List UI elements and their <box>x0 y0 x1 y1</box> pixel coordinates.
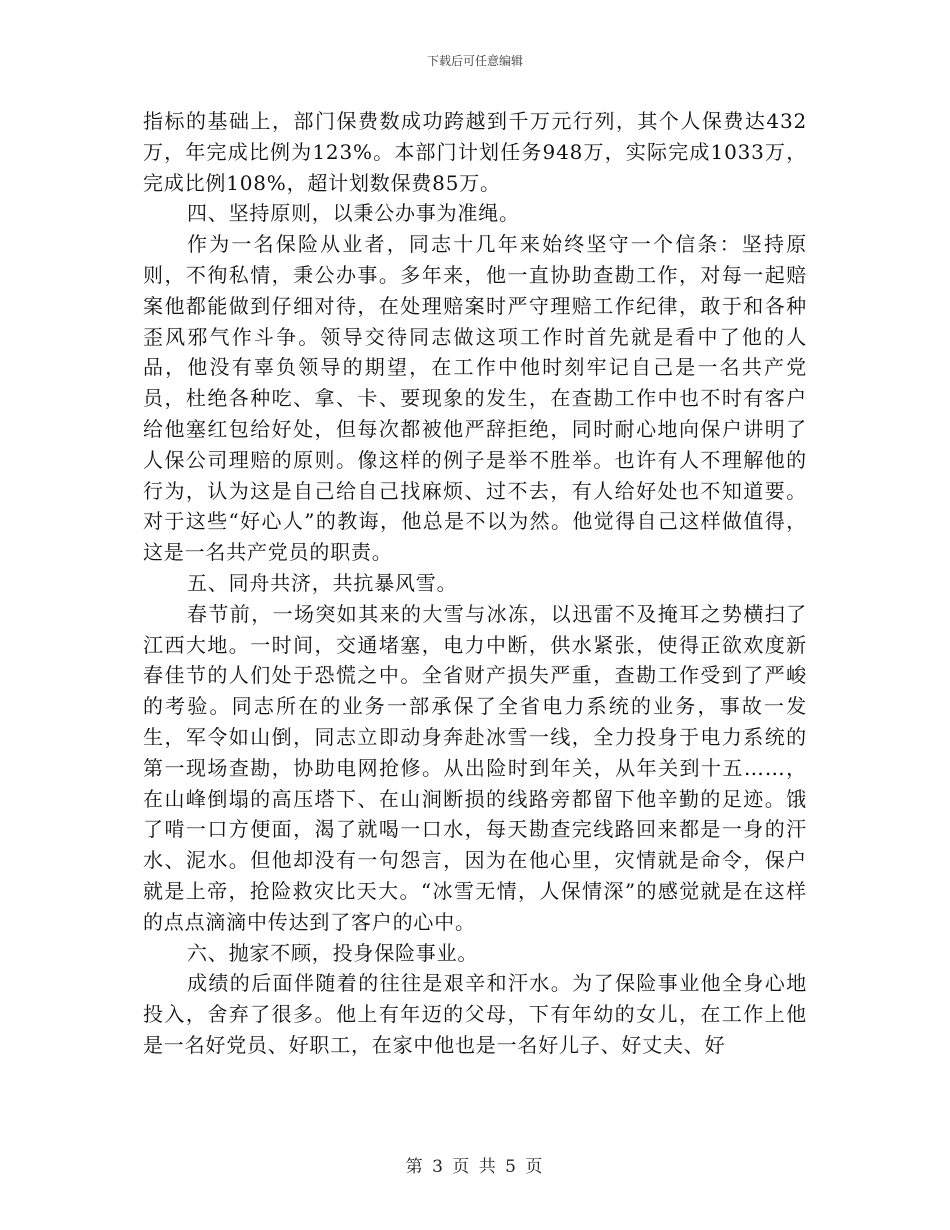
section-heading-5: 五、同舟共济，共抗暴风雪。 <box>187 570 458 595</box>
paragraph-snowstorm: 春节前，一场突如其来的大雪与冰冻，以迅雷不及掩耳之势横扫了江西大地。一时间，交通堵塞，电力中断，供水紧张，使得正欲欢度新春佳节的人们处于恐慌之中。全省财产损失严重，查勘工作受到了严峻的考验。同志所在的业务一部承保了全省电力系统的业务，事故一发生，军令如山倒，同志立即动身奔赴冰雪一线，全力投身于电力系统的第一现场查勘，协助电网抢修。从出险时到年关，从年关到十五……，在山峰倒塌的高压塔下、在山涧断损的线路旁都留下他辛勤的足迹。饿了啃一口方便面，渴了就喝一口水，每天勘查完线路回来都是一身的汗水、泥水。但他却没有一句怨言，因为在他心里，灾情就是命令，保户就是上帝，抢险救灾比天大。“冰雪无情，人保情深”的感觉就是在这样的点点滴滴中传达到了客户的心中。 <box>143 601 807 934</box>
paragraph-continuation: 指标的基础上，部门保费数成功跨越到千万元行列，其个人保费达432万，年完成比例为123%。本部门计划任务948万，实际完成1033万，完成比例108%，超计划数保费85万。 <box>143 109 807 195</box>
document-body <box>143 106 807 1061</box>
paragraph-dedication: 成绩的后面伴随着的往往是艰辛和汗水。为了保险事业他全身心地投入，舍弃了很多。他上有年迈的父母，下有年幼的女儿，在工作上他是一名好党员、好职工，在家中他也是一名好儿子、好丈夫、好 <box>143 971 807 1057</box>
paragraph-principle: 作为一名保险从业者，同志十几年来始终坚守一个信条：坚持原则，不徇私情，秉公办事。多年来，他一直协助查勘工作，对每一起赔案他都能做到仔细对待，在处理赔案时严守理赔工作纪律，敢于和各种歪风邪气作斗争。领导交待同志做这项工作时首先就是看中了他的人品，他没有辜负领导的期望，在工作中他时刻牢记自己是一名共产党员，杜绝各种吃、拿、卡、要现象的发生，在查勘工作中也不时有客户给他塞红包给好处，但每次都被他严辞拒绝，同时耐心地向保户讲明了人保公司理赔的原则。像这样的例子是举不胜举。也许有人不理解他的行为，认为这是自己给自己找麻烦、过不去，有人给好处也不知道要。对于这些“好心人”的教诲，他总是不以为然。他觉得自己这样做值得，这是一名共产党员的职责。 <box>143 232 807 565</box>
section-heading-6: 六、抛家不顾，投身保险事业。 <box>187 940 479 965</box>
section-heading-4: 四、坚持原则，以秉公办事为准绳。 <box>187 201 520 226</box>
page-number-footer: 第 3 页 共 5 页 <box>405 1157 545 1177</box>
page-header: 下载后可任意编辑 <box>426 54 523 68</box>
